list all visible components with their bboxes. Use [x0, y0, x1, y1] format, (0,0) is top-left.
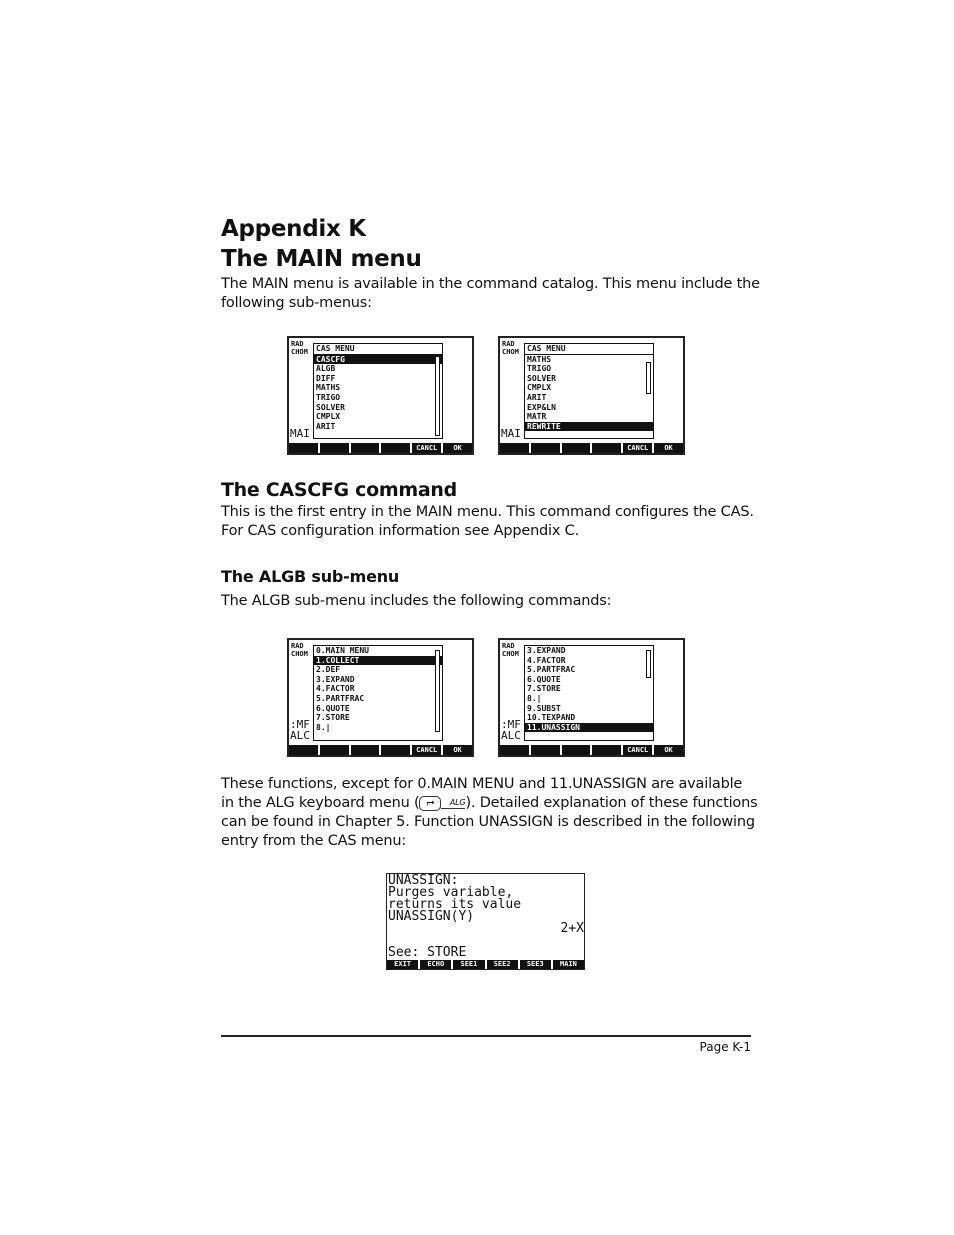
list-item[interactable]: 7.STORE	[316, 713, 350, 723]
list-item[interactable]: 5.PARTFRAC	[316, 693, 365, 703]
soft-menu-bar	[289, 443, 472, 453]
choose-box	[313, 343, 443, 439]
cascfg-line2: For CAS configuration information see Appendix C.	[221, 523, 580, 539]
scrollbar[interactable]	[646, 362, 651, 394]
functions-line3: can be found in Chapter 5. Function UNASSIGN is described in the following	[221, 814, 755, 830]
functions-line1: These functions, except for 0.MAIN MENU and 11.UNASSIGN are available	[221, 776, 743, 792]
exit-key[interactable]: EXIT	[387, 960, 418, 969]
soft-key-2[interactable]	[531, 745, 560, 755]
status-annunciator: RAD CHOM	[291, 340, 308, 356]
status-annunciator: RAD CHOM	[502, 340, 519, 356]
right-shift-key-icon: ⮣	[419, 796, 441, 811]
list-item[interactable]: MATHS	[316, 383, 341, 393]
list-item[interactable]: 4.FACTOR	[316, 684, 355, 694]
soft-key-3[interactable]	[562, 745, 591, 755]
appendix-title-line1: Appendix K	[221, 216, 366, 242]
list-item[interactable]: TRIGO	[316, 392, 341, 402]
calc-screen-main-2	[498, 336, 685, 455]
choose-box	[313, 645, 443, 741]
soft-key-3[interactable]	[562, 443, 591, 453]
appendix-title-line2: The MAIN menu	[221, 246, 422, 272]
list-item[interactable]: ALGB	[316, 364, 336, 374]
list-item[interactable]: 6.QUOTE	[527, 674, 561, 684]
list-item[interactable]: 2.DEF	[316, 665, 341, 675]
list-item[interactable]: REWRITE	[525, 422, 653, 432]
scrollbar[interactable]	[435, 356, 440, 436]
soft-key-1[interactable]	[289, 745, 318, 755]
choose-box-title: CAS MENU	[525, 344, 653, 355]
list-item[interactable]: 5.PARTFRAC	[527, 665, 576, 675]
status-annunciator: RAD CHOM	[291, 642, 308, 658]
list-item[interactable]: 3.EXPAND	[316, 674, 355, 684]
list-item[interactable]: TRIGO	[527, 364, 552, 374]
list-item[interactable]: ARIT	[527, 392, 547, 402]
scrollbar[interactable]	[435, 650, 440, 732]
list-item[interactable]: 8.|	[527, 693, 542, 703]
calc-screen-algb-1	[287, 638, 474, 757]
intro-line2: following sub-menus:	[221, 295, 372, 311]
list-item[interactable]: 11.UNASSIGN	[525, 723, 653, 733]
choose-box	[524, 645, 654, 741]
page-number: Page K-1	[699, 1040, 751, 1054]
command-line: MAI	[501, 427, 521, 440]
calc-screen-algb-2	[498, 638, 685, 757]
soft-key-4[interactable]	[381, 745, 410, 755]
soft-key-2[interactable]	[531, 443, 560, 453]
functions-line2: in the ALG keyboard menu ( ⮣ ALG). Detailed explanation of these functions	[221, 795, 758, 811]
soft-key-2[interactable]	[320, 745, 349, 755]
list-item[interactable]: CMPLX	[527, 383, 552, 393]
algb-intro: The ALGB sub-menu includes the following commands:	[221, 593, 612, 609]
algb-heading: The ALGB sub-menu	[221, 567, 400, 586]
soft-key-3[interactable]	[351, 745, 380, 755]
soft-menu-bar	[500, 443, 683, 453]
soft-key-3[interactable]	[351, 443, 380, 453]
choose-box	[524, 343, 654, 439]
list-item[interactable]: 4.FACTOR	[527, 655, 566, 665]
soft-key-4[interactable]	[592, 443, 621, 453]
cancel-key[interactable]: CANCL	[412, 745, 441, 755]
list-item[interactable]: CMPLX	[316, 412, 341, 422]
choose-box-title: CAS MENU	[314, 344, 442, 355]
status-annunciator: RAD CHOM	[502, 642, 519, 658]
list-item[interactable]: 3.EXPAND	[527, 646, 566, 655]
calc-help-screen	[386, 873, 585, 970]
help-result: 2+X	[560, 921, 584, 936]
ok-key[interactable]: OK	[443, 443, 472, 453]
see3-key[interactable]: SEE3	[520, 960, 551, 969]
list-item[interactable]: 7.STORE	[527, 684, 561, 694]
command-line-2: ALC	[290, 729, 310, 742]
ok-key[interactable]: OK	[443, 745, 472, 755]
cascfg-paragraph	[221, 503, 781, 541]
list-item[interactable]: SOLVER	[527, 373, 556, 383]
help-line-2: Purges variable,	[388, 885, 514, 900]
command-line-1: :MF	[290, 718, 310, 731]
command-line: MAI	[290, 427, 310, 440]
cancel-key[interactable]: CANCL	[623, 443, 652, 453]
soft-key-1[interactable]	[500, 745, 529, 755]
list-item[interactable]: DIFF	[316, 373, 336, 383]
see1-key[interactable]: SEE1	[453, 960, 484, 969]
list-item[interactable]: ARIT	[316, 421, 336, 431]
see2-key[interactable]: SEE2	[487, 960, 518, 969]
soft-menu-bar	[289, 745, 472, 755]
list-item[interactable]: MATR	[527, 412, 547, 422]
appendix-title	[221, 214, 422, 274]
soft-key-1[interactable]	[289, 443, 318, 453]
help-line-3: returns its value	[388, 897, 522, 912]
help-line-4: UNASSIGN(Y)	[388, 909, 475, 924]
cascfg-line1: This is the first entry in the MAIN menu. This command configures the CAS.	[221, 504, 754, 520]
command-line-2: ALC	[501, 729, 521, 742]
functions-paragraph	[221, 775, 761, 851]
alg-key-label: ALG	[441, 798, 465, 809]
main-key[interactable]: MAIN	[553, 960, 584, 969]
scrollbar[interactable]	[646, 650, 651, 678]
list-item[interactable]: 10.TEXPAND	[527, 713, 576, 723]
footer-rule	[221, 1035, 751, 1037]
soft-key-2[interactable]	[320, 443, 349, 453]
list-item[interactable]: 6.QUOTE	[316, 703, 350, 713]
ok-key[interactable]: OK	[654, 745, 683, 755]
calc-screen-main-1	[287, 336, 474, 455]
list-item[interactable]: MATHS	[527, 354, 552, 364]
soft-key-1[interactable]	[500, 443, 529, 453]
soft-key-4[interactable]	[592, 745, 621, 755]
ok-key[interactable]: OK	[654, 443, 683, 453]
cancel-key[interactable]: CANCL	[623, 745, 652, 755]
intro-line1: The MAIN menu is available in the command catalog. This menu include the	[221, 276, 760, 292]
list-item[interactable]: 0.MAIN MENU	[316, 646, 369, 655]
list-item[interactable]: 9.SUBST	[527, 703, 561, 713]
help-soft-menu-bar	[387, 960, 584, 969]
list-item[interactable]: 1.COLLECT	[314, 656, 442, 666]
list-item[interactable]: CASCFG	[314, 355, 442, 365]
cancel-key[interactable]: CANCL	[412, 443, 441, 453]
list-item[interactable]: 8.|	[316, 722, 331, 732]
help-see-also: See: STORE	[388, 945, 467, 960]
cascfg-heading: The CASCFG command	[221, 479, 457, 501]
command-line-1: :MF	[501, 718, 521, 731]
soft-key-4[interactable]	[381, 443, 410, 453]
list-item[interactable]: EXP&LN	[527, 402, 556, 412]
help-line-1: UNASSIGN:	[388, 873, 459, 888]
echo-key[interactable]: ECHO	[420, 960, 451, 969]
list-item[interactable]: SOLVER	[316, 402, 345, 412]
intro-paragraph	[221, 275, 781, 313]
functions-line4: entry from the CAS menu:	[221, 833, 407, 849]
soft-menu-bar	[500, 745, 683, 755]
